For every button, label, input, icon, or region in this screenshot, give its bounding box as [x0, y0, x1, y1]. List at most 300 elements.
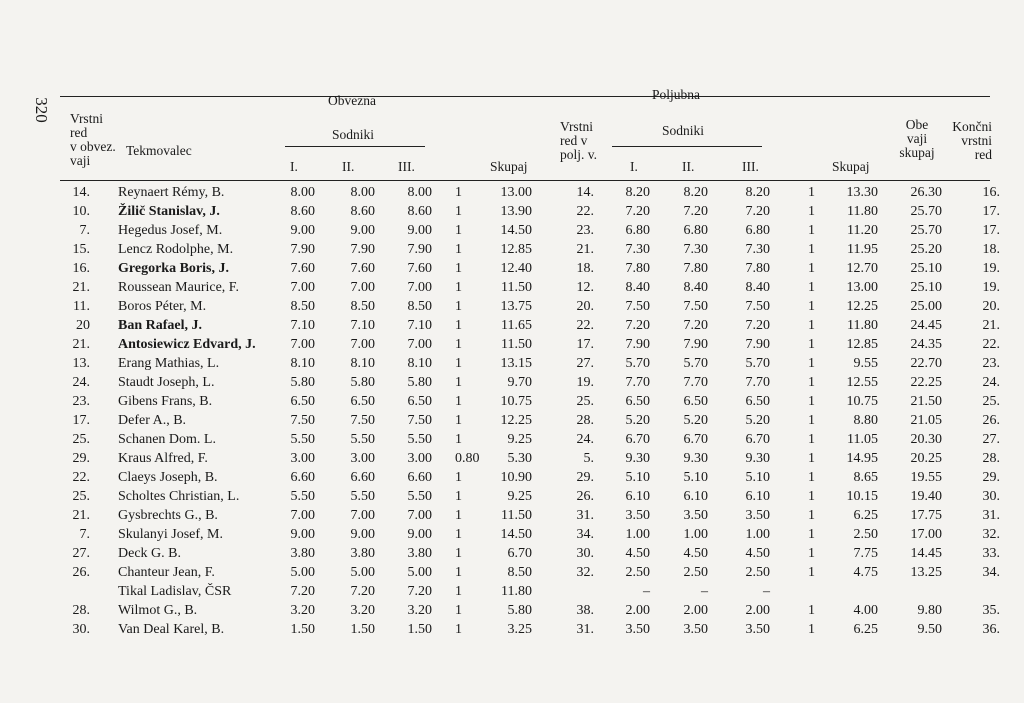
- header-rank: Vrstni red v obvez. vaji: [70, 111, 116, 168]
- obvezna-total-cell: 13.75: [500, 299, 532, 314]
- rank-cell: 26.: [72, 565, 90, 580]
- name-cell: Hegedus Josef, M.: [118, 223, 223, 238]
- header-obvezna: Obvezna: [328, 93, 376, 108]
- obvezna-total-cell: 9.70: [507, 375, 532, 390]
- poljubna-factor-cell: 1: [808, 451, 815, 466]
- combined-total-cell: 25.20: [910, 242, 942, 257]
- obvezna-factor-cell: 1: [455, 565, 462, 580]
- obvezna-judge1-cell: 7.90: [290, 242, 315, 257]
- poljubna-total-cell: 13.30: [846, 185, 878, 200]
- table-row: [0, 259, 1024, 278]
- poljubna-judge2-cell: 3.50: [683, 508, 708, 523]
- poljubna-rank-cell: 25.: [576, 394, 594, 409]
- rank-cell: 25.: [72, 432, 90, 447]
- obvezna-factor-cell: 0.80: [455, 451, 480, 466]
- poljubna-judge1-cell: 8.40: [625, 280, 650, 295]
- rank-cell: 24.: [72, 375, 90, 390]
- obvezna-factor-cell: 1: [455, 527, 462, 542]
- obvezna-judge3-cell: 7.20: [407, 584, 432, 599]
- obvezna-factor-cell: 1: [455, 413, 462, 428]
- obvezna-judge2-cell: 5.80: [350, 375, 375, 390]
- poljubna-judge1-cell: 3.50: [625, 508, 650, 523]
- obvezna-judge1-cell: 3.80: [290, 546, 315, 561]
- obvezna-judge1-cell: 9.00: [290, 223, 315, 238]
- poljubna-judge3-cell: 7.50: [745, 299, 770, 314]
- name-cell: Kraus Alfred, F.: [118, 451, 208, 466]
- poljubna-judge3-cell: 7.90: [745, 337, 770, 352]
- poljubna-factor-cell: 1: [808, 280, 815, 295]
- obvezna-judge1-cell: 6.50: [290, 394, 315, 409]
- header-obe: Obe vaji skupaj: [899, 117, 935, 160]
- poljubna-judge1-cell: 7.20: [625, 204, 650, 219]
- obvezna-judge2-cell: 7.00: [350, 508, 375, 523]
- obvezna-factor-cell: 1: [455, 622, 462, 637]
- poljubna-judge1-cell: 2.50: [625, 565, 650, 580]
- obvezna-factor-cell: 1: [455, 432, 462, 447]
- poljubna-total-cell: 13.00: [846, 280, 878, 295]
- obvezna-judge3-cell: 7.10: [407, 318, 432, 333]
- poljubna-total-cell: 12.85: [846, 337, 878, 352]
- rank-cell: 25.: [72, 489, 90, 504]
- obvezna-factor-cell: 1: [455, 470, 462, 485]
- poljubna-judge3-cell: 9.30: [745, 451, 770, 466]
- obvezna-total-cell: 10.90: [500, 470, 532, 485]
- poljubna-factor-cell: 1: [808, 375, 815, 390]
- poljubna-rank-cell: 34.: [576, 527, 594, 542]
- combined-total-cell: 9.80: [917, 603, 942, 618]
- combined-total-cell: 13.25: [910, 565, 942, 580]
- combined-total-cell: 26.30: [910, 185, 942, 200]
- poljubna-rank-cell: 20.: [576, 299, 594, 314]
- table-row: [0, 373, 1024, 392]
- header-sodniki-obvezna: Sodniki: [332, 127, 375, 142]
- obvezna-judge3-cell: 3.20: [407, 603, 432, 618]
- obvezna-judge2-cell: 9.00: [350, 527, 375, 542]
- obvezna-total-cell: 11.50: [501, 280, 532, 295]
- obvezna-judge1-cell: 3.20: [290, 603, 315, 618]
- final-rank-cell: 36.: [982, 622, 1000, 637]
- final-rank-cell: 27.: [982, 432, 1000, 447]
- poljubna-judge3-cell: –: [763, 584, 770, 599]
- poljubna-judge3-cell: 7.70: [745, 375, 770, 390]
- poljubna-rank-cell: 32.: [576, 565, 594, 580]
- header-judge-3: III.: [398, 159, 415, 174]
- obvezna-total-cell: 12.25: [500, 413, 532, 428]
- obvezna-judge3-cell: 5.00: [407, 565, 432, 580]
- obvezna-judge3-cell: 5.50: [407, 432, 432, 447]
- obvezna-judge2-cell: 5.50: [350, 432, 375, 447]
- poljubna-judge1-cell: 7.90: [625, 337, 650, 352]
- obvezna-judge2-cell: 8.10: [350, 356, 375, 371]
- obvezna-judge3-cell: 5.50: [407, 489, 432, 504]
- poljubna-factor-cell: 1: [808, 185, 815, 200]
- obvezna-judge3-cell: 5.80: [407, 375, 432, 390]
- obvezna-judge2-cell: 1.50: [350, 622, 375, 637]
- poljubna-judge1-cell: 7.80: [625, 261, 650, 276]
- poljubna-factor-cell: 1: [808, 565, 815, 580]
- final-rank-cell: 34.: [982, 565, 1000, 580]
- table-row: [0, 183, 1024, 202]
- final-rank-cell: 35.: [982, 603, 1000, 618]
- sodniki-rule-left: [285, 146, 425, 147]
- obvezna-factor-cell: 1: [455, 337, 462, 352]
- obvezna-judge1-cell: 8.00: [290, 185, 315, 200]
- obvezna-judge1-cell: 3.00: [290, 451, 315, 466]
- poljubna-judge2-cell: 7.50: [683, 299, 708, 314]
- poljubna-judge2-cell: 2.50: [683, 565, 708, 580]
- combined-total-cell: 25.00: [910, 299, 942, 314]
- poljubna-total-cell: 12.55: [846, 375, 878, 390]
- obvezna-judge2-cell: 7.00: [350, 280, 375, 295]
- obvezna-judge3-cell: 6.50: [407, 394, 432, 409]
- name-cell: Claeys Joseph, B.: [118, 470, 218, 485]
- name-cell: Gysbrechts G., B.: [118, 508, 218, 523]
- poljubna-rank-cell: 23.: [576, 223, 594, 238]
- poljubna-factor-cell: 1: [808, 356, 815, 371]
- obvezna-factor-cell: 1: [455, 280, 462, 295]
- header-pjudge-1: I.: [630, 159, 638, 174]
- final-rank-cell: 16.: [982, 185, 1000, 200]
- header-koncni: Končni vrstni red: [952, 119, 992, 162]
- poljubna-total-cell: 11.95: [847, 242, 878, 257]
- name-cell: Defer A., B.: [118, 413, 187, 428]
- poljubna-total-cell: 8.65: [853, 470, 878, 485]
- final-rank-cell: 23.: [982, 356, 1000, 371]
- rank-cell: 7.: [79, 223, 90, 238]
- obvezna-judge2-cell: 8.00: [350, 185, 375, 200]
- poljubna-total-cell: 11.20: [847, 223, 878, 238]
- table-row: [0, 468, 1024, 487]
- poljubna-rank-cell: 22.: [576, 204, 594, 219]
- table-row: [0, 240, 1024, 259]
- rank-cell: 10.: [72, 204, 90, 219]
- table-row: [0, 430, 1024, 449]
- rank-cell: 29.: [72, 451, 90, 466]
- obvezna-factor-cell: 1: [455, 489, 462, 504]
- combined-total-cell: 25.10: [910, 261, 942, 276]
- poljubna-rank-cell: 21.: [576, 242, 594, 257]
- obvezna-judge1-cell: 7.10: [290, 318, 315, 333]
- table-row: [0, 278, 1024, 297]
- obvezna-judge2-cell: 8.60: [350, 204, 375, 219]
- rank-cell: 7.: [79, 527, 90, 542]
- name-cell: Gregorka Boris, J.: [118, 261, 229, 276]
- obvezna-total-cell: 9.25: [507, 432, 532, 447]
- poljubna-total-cell: 14.95: [846, 451, 878, 466]
- combined-total-cell: 24.45: [910, 318, 942, 333]
- obvezna-judge3-cell: 7.50: [407, 413, 432, 428]
- obvezna-total-cell: 13.90: [500, 204, 532, 219]
- obvezna-total-cell: 11.50: [501, 508, 532, 523]
- poljubna-rank-cell: 26.: [576, 489, 594, 504]
- poljubna-judge2-cell: 9.30: [683, 451, 708, 466]
- poljubna-total-cell: 11.05: [847, 432, 878, 447]
- obvezna-total-cell: 11.50: [501, 337, 532, 352]
- poljubna-judge2-cell: 7.20: [683, 204, 708, 219]
- poljubna-judge2-cell: 6.10: [683, 489, 708, 504]
- poljubna-judge1-cell: –: [643, 584, 650, 599]
- obvezna-total-cell: 11.65: [501, 318, 532, 333]
- obvezna-total-cell: 3.25: [507, 622, 532, 637]
- name-cell: Ban Rafael, J.: [118, 318, 202, 333]
- obvezna-judge1-cell: 5.50: [290, 489, 315, 504]
- poljubna-total-cell: 2.50: [853, 527, 878, 542]
- obvezna-factor-cell: 1: [455, 375, 462, 390]
- poljubna-judge2-cell: 6.80: [683, 223, 708, 238]
- poljubna-judge3-cell: 8.40: [745, 280, 770, 295]
- poljubna-total-cell: 8.80: [853, 413, 878, 428]
- name-cell: Žilič Stanislav, J.: [118, 204, 220, 219]
- poljubna-judge2-cell: 5.10: [683, 470, 708, 485]
- name-cell: Antosiewicz Edvard, J.: [118, 337, 256, 352]
- obvezna-judge1-cell: 7.00: [290, 337, 315, 352]
- final-rank-cell: 26.: [982, 413, 1000, 428]
- table-row: [0, 582, 1024, 601]
- name-cell: Reynaert Rémy, B.: [118, 185, 225, 200]
- poljubna-factor-cell: 1: [808, 508, 815, 523]
- obvezna-factor-cell: 1: [455, 356, 462, 371]
- obvezna-judge2-cell: 7.20: [350, 584, 375, 599]
- combined-total-cell: 20.25: [910, 451, 942, 466]
- poljubna-judge2-cell: 4.50: [683, 546, 708, 561]
- combined-total-cell: 25.70: [910, 223, 942, 238]
- poljubna-judge1-cell: 6.10: [625, 489, 650, 504]
- poljubna-judge3-cell: 7.80: [745, 261, 770, 276]
- table-row: [0, 506, 1024, 525]
- poljubna-factor-cell: 1: [808, 489, 815, 504]
- poljubna-judge1-cell: 2.00: [625, 603, 650, 618]
- poljubna-judge1-cell: 7.50: [625, 299, 650, 314]
- poljubna-judge3-cell: 6.10: [745, 489, 770, 504]
- poljubna-judge2-cell: –: [701, 584, 708, 599]
- rank-cell: 22.: [72, 470, 90, 485]
- table-row: [0, 202, 1024, 221]
- obvezna-judge2-cell: 7.90: [350, 242, 375, 257]
- name-cell: Boros Péter, M.: [118, 299, 207, 314]
- obvezna-total-cell: 12.40: [500, 261, 532, 276]
- final-rank-cell: 20.: [982, 299, 1000, 314]
- header-judge-2: II.: [342, 159, 355, 174]
- obvezna-total-cell: 13.00: [500, 185, 532, 200]
- poljubna-judge1-cell: 5.10: [625, 470, 650, 485]
- obvezna-total-cell: 14.50: [500, 527, 532, 542]
- header-bottom-rule: [60, 180, 990, 181]
- final-rank-cell: 21.: [982, 318, 1000, 333]
- poljubna-judge2-cell: 2.00: [683, 603, 708, 618]
- obvezna-judge3-cell: 7.90: [407, 242, 432, 257]
- name-cell: Wilmot G., B.: [118, 603, 198, 618]
- obvezna-total-cell: 12.85: [500, 242, 532, 257]
- obvezna-judge2-cell: 7.10: [350, 318, 375, 333]
- poljubna-judge2-cell: 5.70: [683, 356, 708, 371]
- poljubna-judge3-cell: 6.70: [745, 432, 770, 447]
- poljubna-judge1-cell: 8.20: [625, 185, 650, 200]
- combined-total-cell: 17.75: [910, 508, 942, 523]
- rank-cell: 21.: [72, 508, 90, 523]
- obvezna-judge2-cell: 7.50: [350, 413, 375, 428]
- table-row: [0, 563, 1024, 582]
- obvezna-judge2-cell: 9.00: [350, 223, 375, 238]
- obvezna-factor-cell: 1: [455, 185, 462, 200]
- poljubna-judge2-cell: 7.80: [683, 261, 708, 276]
- poljubna-rank-cell: 38.: [576, 603, 594, 618]
- poljubna-factor-cell: 1: [808, 622, 815, 637]
- combined-total-cell: 22.25: [910, 375, 942, 390]
- header-pjudge-2: II.: [682, 159, 695, 174]
- rank-cell: 15.: [72, 242, 90, 257]
- poljubna-factor-cell: 1: [808, 394, 815, 409]
- obvezna-judge1-cell: 1.50: [290, 622, 315, 637]
- obvezna-factor-cell: 1: [455, 603, 462, 618]
- poljubna-judge1-cell: 7.30: [625, 242, 650, 257]
- final-rank-cell: 17.: [982, 223, 1000, 238]
- rank-cell: 30.: [72, 622, 90, 637]
- poljubna-judge3-cell: 6.80: [745, 223, 770, 238]
- obvezna-judge1-cell: 7.60: [290, 261, 315, 276]
- poljubna-rank-cell: 28.: [576, 413, 594, 428]
- poljubna-factor-cell: 1: [808, 603, 815, 618]
- final-rank-cell: 25.: [982, 394, 1000, 409]
- obvezna-judge3-cell: 7.60: [407, 261, 432, 276]
- obvezna-judge2-cell: 3.20: [350, 603, 375, 618]
- name-cell: Van Deal Karel, B.: [118, 622, 225, 637]
- obvezna-factor-cell: 1: [455, 204, 462, 219]
- final-rank-cell: 32.: [982, 527, 1000, 542]
- poljubna-judge2-cell: 7.20: [683, 318, 708, 333]
- poljubna-judge2-cell: 8.40: [683, 280, 708, 295]
- combined-total-cell: 14.45: [910, 546, 942, 561]
- poljubna-rank-cell: 31.: [576, 508, 594, 523]
- sodniki-rule-right: [612, 146, 762, 147]
- name-cell: Roussean Maurice, F.: [118, 280, 239, 295]
- rank-cell: 14.: [72, 185, 90, 200]
- poljubna-judge2-cell: 6.70: [683, 432, 708, 447]
- header-competitor: Tekmovalec: [126, 143, 192, 158]
- obvezna-judge1-cell: 9.00: [290, 527, 315, 542]
- header-skupaj-poljubna: Skupaj: [832, 159, 870, 174]
- obvezna-judge3-cell: 7.00: [407, 337, 432, 352]
- poljubna-judge3-cell: 3.50: [745, 622, 770, 637]
- poljubna-judge1-cell: 9.30: [625, 451, 650, 466]
- final-rank-cell: 33.: [982, 546, 1000, 561]
- obvezna-total-cell: 6.70: [507, 546, 532, 561]
- rank-cell: 17.: [72, 413, 90, 428]
- obvezna-judge1-cell: 5.80: [290, 375, 315, 390]
- obvezna-judge1-cell: 7.00: [290, 280, 315, 295]
- rank-cell: 23.: [72, 394, 90, 409]
- poljubna-judge1-cell: 7.70: [625, 375, 650, 390]
- combined-total-cell: 25.10: [910, 280, 942, 295]
- poljubna-factor-cell: 1: [808, 337, 815, 352]
- poljubna-total-cell: 11.80: [847, 204, 878, 219]
- obvezna-judge3-cell: 3.80: [407, 546, 432, 561]
- name-cell: Erang Mathias, L.: [118, 356, 220, 371]
- table-row: [0, 221, 1024, 240]
- obvezna-judge3-cell: 7.00: [407, 280, 432, 295]
- poljubna-judge3-cell: 5.70: [745, 356, 770, 371]
- obvezna-factor-cell: 1: [455, 299, 462, 314]
- poljubna-judge2-cell: 8.20: [683, 185, 708, 200]
- table-row: [0, 354, 1024, 373]
- table-row: [0, 620, 1024, 639]
- poljubna-rank-cell: 30.: [576, 546, 594, 561]
- obvezna-judge2-cell: 7.60: [350, 261, 375, 276]
- table-row: [0, 316, 1024, 335]
- final-rank-cell: 19.: [982, 261, 1000, 276]
- obvezna-judge3-cell: 1.50: [407, 622, 432, 637]
- obvezna-judge2-cell: 8.50: [350, 299, 375, 314]
- obvezna-factor-cell: 1: [455, 584, 462, 599]
- name-cell: Lencz Rodolphe, M.: [118, 242, 234, 257]
- poljubna-rank-cell: 29.: [576, 470, 594, 485]
- combined-total-cell: 21.50: [910, 394, 942, 409]
- poljubna-judge2-cell: 6.50: [683, 394, 708, 409]
- poljubna-judge2-cell: 3.50: [683, 622, 708, 637]
- obvezna-factor-cell: 1: [455, 223, 462, 238]
- rank-cell: 20: [76, 318, 90, 333]
- poljubna-judge2-cell: 5.20: [683, 413, 708, 428]
- poljubna-rank-cell: 24.: [576, 432, 594, 447]
- poljubna-judge1-cell: 7.20: [625, 318, 650, 333]
- name-cell: Skulanyi Josef, M.: [118, 527, 223, 542]
- poljubna-judge3-cell: 7.20: [745, 318, 770, 333]
- poljubna-rank-cell: 5.: [583, 451, 594, 466]
- poljubna-judge3-cell: 7.20: [745, 204, 770, 219]
- combined-total-cell: 20.30: [910, 432, 942, 447]
- table-row: [0, 297, 1024, 316]
- obvezna-judge1-cell: 7.50: [290, 413, 315, 428]
- poljubna-judge1-cell: 5.70: [625, 356, 650, 371]
- poljubna-factor-cell: 1: [808, 413, 815, 428]
- poljubna-judge1-cell: 6.70: [625, 432, 650, 447]
- poljubna-total-cell: 10.75: [846, 394, 878, 409]
- poljubna-total-cell: 4.00: [853, 603, 878, 618]
- obvezna-judge1-cell: 5.00: [290, 565, 315, 580]
- poljubna-factor-cell: 1: [808, 261, 815, 276]
- poljubna-judge1-cell: 6.80: [625, 223, 650, 238]
- obvezna-judge3-cell: 3.00: [407, 451, 432, 466]
- table-row: [0, 544, 1024, 563]
- poljubna-rank-cell: 27.: [576, 356, 594, 371]
- poljubna-judge3-cell: 2.50: [745, 565, 770, 580]
- table-row: [0, 449, 1024, 468]
- rank-cell: 27.: [72, 546, 90, 561]
- obvezna-total-cell: 14.50: [500, 223, 532, 238]
- obvezna-judge3-cell: 9.00: [407, 223, 432, 238]
- obvezna-total-cell: 8.50: [507, 565, 532, 580]
- table-row: [0, 601, 1024, 620]
- poljubna-judge2-cell: 7.70: [683, 375, 708, 390]
- poljubna-judge1-cell: 4.50: [625, 546, 650, 561]
- obvezna-factor-cell: 1: [455, 242, 462, 257]
- poljubna-factor-cell: 1: [808, 242, 815, 257]
- combined-total-cell: 17.00: [910, 527, 942, 542]
- poljubna-total-cell: 11.80: [847, 318, 878, 333]
- final-rank-cell: 18.: [982, 242, 1000, 257]
- obvezna-judge1-cell: 7.00: [290, 508, 315, 523]
- poljubna-judge2-cell: 7.30: [683, 242, 708, 257]
- poljubna-total-cell: 7.75: [853, 546, 878, 561]
- obvezna-judge2-cell: 6.50: [350, 394, 375, 409]
- rank-cell: 16.: [72, 261, 90, 276]
- obvezna-total-cell: 11.80: [501, 584, 532, 599]
- obvezna-judge3-cell: 9.00: [407, 527, 432, 542]
- name-cell: Deck G. B.: [118, 546, 181, 561]
- poljubna-judge1-cell: 3.50: [625, 622, 650, 637]
- poljubna-total-cell: 10.15: [846, 489, 878, 504]
- final-rank-cell: 24.: [982, 375, 1000, 390]
- table-row: [0, 392, 1024, 411]
